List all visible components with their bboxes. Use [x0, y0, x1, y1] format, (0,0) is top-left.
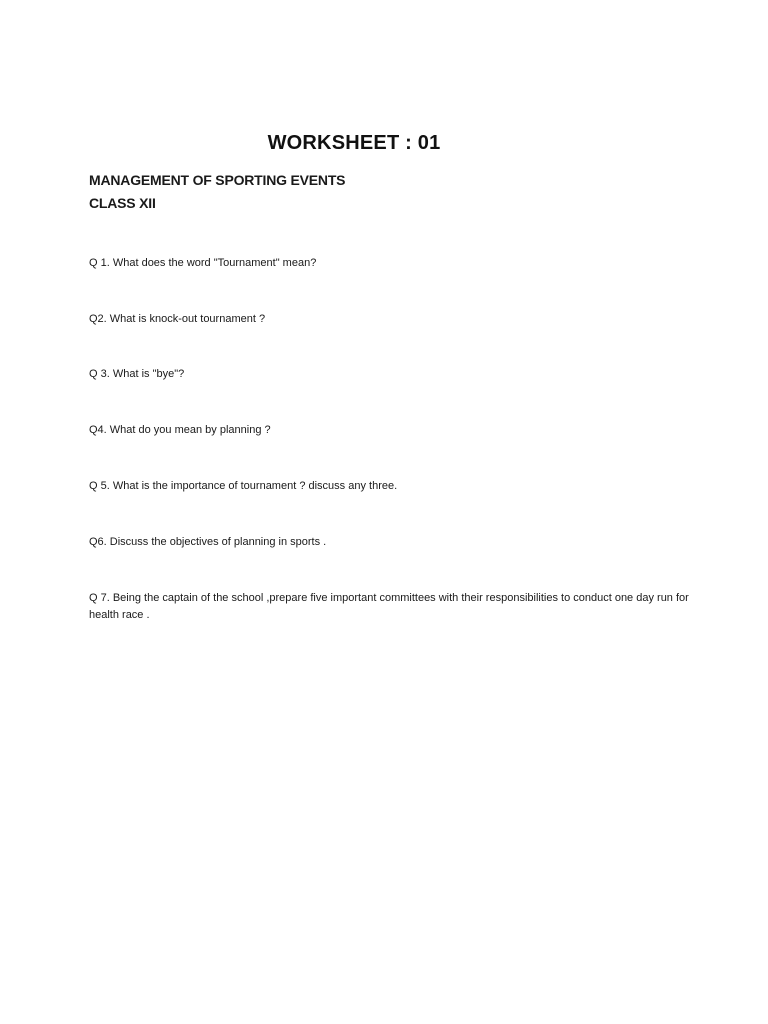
question-6: Q6. Discuss the objectives of planning in sports .	[89, 536, 327, 548]
class-heading: CLASS XII	[89, 195, 156, 211]
question-5: Q 5. What is the importance of tournament ? discuss any three.	[89, 480, 398, 492]
question-1: Q 1. What does the word "Tournament" mean?	[89, 257, 317, 269]
question-3: Q 3. What is "bye"?	[89, 368, 185, 380]
question-2: Q2. What is knock-out tournament ?	[89, 313, 266, 325]
question-7: Q 7. Being the captain of the school ,prepare five important committees with their responsibilities to conduct one day run for health race .	[89, 592, 689, 621]
worksheet-title: WORKSHEET : 01	[267, 132, 441, 154]
subject-heading: MANAGEMENT OF SPORTING EVENTS	[89, 172, 346, 188]
question-4: Q4. What do you mean by planning ?	[89, 424, 271, 436]
